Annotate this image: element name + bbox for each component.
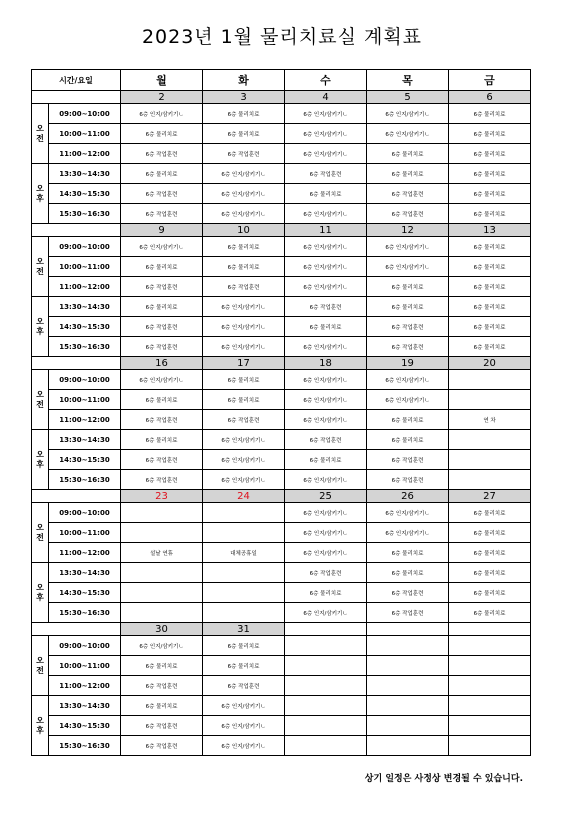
date-cell — [367, 623, 449, 636]
time-slot: 14:30~15:30 — [49, 583, 121, 603]
time-slot-row — [32, 277, 531, 297]
schedule-cell — [367, 696, 449, 716]
schedule-cell: 6층 물리치료 — [285, 450, 367, 470]
time-slot-row — [32, 470, 531, 490]
time-slot: 15:30~16:30 — [49, 736, 121, 756]
schedule-cell — [449, 390, 531, 410]
time-slot: 11:00~12:00 — [49, 410, 121, 430]
schedule-cell: 6층 작업훈련 — [121, 277, 203, 297]
schedule-cell: 6층 물리치료 — [203, 257, 285, 277]
half-day-char: 오 — [36, 522, 44, 532]
schedule-cell: 6층 인지/삼키기ㄴ — [203, 204, 285, 224]
page-title: 2023년 1월 물리치료실 계획표 — [141, 26, 423, 48]
schedule-cell — [367, 716, 449, 736]
schedule-cell: 6층 작업훈련 — [121, 716, 203, 736]
date-row — [32, 623, 531, 636]
half-day-char: 오 — [36, 389, 44, 399]
schedule-cell: 6층 작업훈련 — [203, 277, 285, 297]
half-day-char: 오 — [36, 655, 44, 665]
schedule-cell: 6층 인지/삼키기ㄴ — [367, 503, 449, 523]
schedule-cell: 6층 인지/삼키기ㄴ — [285, 543, 367, 563]
schedule-cell: 6층 작업훈련 — [285, 430, 367, 450]
schedule-cell: 6층 인지/삼키기ㄴ — [121, 237, 203, 257]
schedule-cell — [449, 450, 531, 470]
schedule-cell: 6층 인지/삼키기ㄴ — [367, 104, 449, 124]
schedule-cell — [449, 656, 531, 676]
time-slot-row — [32, 257, 531, 277]
schedule-cell — [121, 563, 203, 583]
schedule-cell: 6층 인지/삼키기ㄴ — [367, 370, 449, 390]
time-slot-row — [32, 410, 531, 430]
schedule-cell: 6층 인지/삼키기ㄴ — [285, 257, 367, 277]
half-day-char: 오 — [36, 123, 44, 133]
schedule-cell: 6층 물리치료 — [121, 656, 203, 676]
time-slot-row — [32, 390, 531, 410]
schedule-cell — [449, 470, 531, 490]
time-slot: 11:00~12:00 — [49, 543, 121, 563]
schedule-cell: 6층 물리치료 — [449, 543, 531, 563]
date-row-spacer — [32, 623, 121, 636]
schedule-cell: 6층 인지/삼키기ㄴ — [285, 390, 367, 410]
schedule-cell: 6층 인지/삼키기ㄴ — [285, 337, 367, 357]
schedule-cell — [121, 603, 203, 623]
time-day-header: 시간/요일 — [32, 70, 121, 91]
date-row-spacer — [32, 224, 121, 237]
schedule-cell — [285, 716, 367, 736]
schedule-cell: 6층 물리치료 — [203, 370, 285, 390]
schedule-cell: 6층 물리치료 — [449, 317, 531, 337]
schedule-cell: 6층 물리치료 — [121, 164, 203, 184]
schedule-cell: 6층 물리치료 — [121, 124, 203, 144]
schedule-cell: 6층 인지/삼키기ㄴ — [203, 450, 285, 470]
time-slot-row — [32, 603, 531, 623]
half-day-label — [32, 297, 49, 357]
schedule-cell: 6층 작업훈련 — [121, 317, 203, 337]
schedule-cell — [449, 430, 531, 450]
schedule-cell: 6층 작업훈련 — [367, 204, 449, 224]
half-day-char: 후 — [36, 725, 44, 735]
schedule-cell: 6층 인지/삼키기ㄴ — [285, 603, 367, 623]
schedule-cell — [449, 636, 531, 656]
schedule-cell: 6층 작업훈련 — [367, 184, 449, 204]
time-slot-row — [32, 337, 531, 357]
time-slot-row — [32, 563, 531, 583]
time-slot: 10:00~11:00 — [49, 257, 121, 277]
date-cell: 6 — [449, 91, 531, 104]
date-cell — [285, 623, 367, 636]
schedule-cell: 6층 물리치료 — [449, 257, 531, 277]
time-slot-row — [32, 523, 531, 543]
schedule-cell — [203, 523, 285, 543]
day-header: 수 — [285, 70, 367, 91]
schedule-cell: 6층 작업훈련 — [285, 297, 367, 317]
schedule-cell — [449, 676, 531, 696]
date-cell: 25 — [285, 490, 367, 503]
schedule-cell: 6층 인지/삼키기ㄴ — [285, 277, 367, 297]
half-day-label — [32, 104, 49, 164]
schedule-cell: 6층 작업훈련 — [367, 470, 449, 490]
half-day-char: 오 — [36, 316, 44, 326]
schedule-cell: 6층 물리치료 — [449, 563, 531, 583]
schedule-cell: 6층 인지/삼키기ㄴ — [203, 430, 285, 450]
schedule-cell: 6층 물리치료 — [449, 523, 531, 543]
half-day-char: 오 — [36, 582, 44, 592]
schedule-cell: 6층 작업훈련 — [203, 676, 285, 696]
date-cell: 17 — [203, 357, 285, 370]
date-cell: 2 — [121, 91, 203, 104]
schedule-cell — [449, 696, 531, 716]
half-day-label — [32, 636, 49, 696]
time-slot: 13:30~14:30 — [49, 297, 121, 317]
schedule-cell: 6층 인지/삼키기ㄴ — [285, 370, 367, 390]
time-slot: 10:00~11:00 — [49, 523, 121, 543]
schedule-cell: 6층 물리치료 — [121, 696, 203, 716]
date-cell: 24 — [203, 490, 285, 503]
schedule-cell: 6층 물리치료 — [285, 583, 367, 603]
schedule-cell: 6층 작업훈련 — [121, 144, 203, 164]
schedule-cell — [203, 603, 285, 623]
schedule-cell: 6층 인지/삼키기ㄴ — [367, 237, 449, 257]
time-slot: 09:00~10:00 — [49, 503, 121, 523]
schedule-cell: 6층 물리치료 — [449, 184, 531, 204]
schedule-cell: 6층 물리치료 — [367, 543, 449, 563]
day-header: 금 — [449, 70, 531, 91]
schedule-cell: 6층 물리치료 — [449, 144, 531, 164]
schedule-cell: 6층 작업훈련 — [121, 204, 203, 224]
time-slot-row — [32, 716, 531, 736]
half-day-label — [32, 430, 49, 490]
schedule-cell — [285, 696, 367, 716]
date-cell: 4 — [285, 91, 367, 104]
time-slot: 14:30~15:30 — [49, 184, 121, 204]
schedule-cell: 6층 물리치료 — [203, 237, 285, 257]
schedule-cell: 6층 물리치료 — [367, 277, 449, 297]
schedule-cell: 6층 물리치료 — [203, 656, 285, 676]
schedule-cell: 6층 작업훈련 — [367, 337, 449, 357]
schedule-cell: 6층 물리치료 — [203, 390, 285, 410]
time-slot-row — [32, 297, 531, 317]
time-slot: 15:30~16:30 — [49, 603, 121, 623]
schedule-cell: 6층 인지/삼키기ㄴ — [367, 124, 449, 144]
date-cell: 13 — [449, 224, 531, 237]
schedule-body — [32, 70, 531, 756]
schedule-cell: 6층 인지/삼키기ㄴ — [367, 390, 449, 410]
date-cell: 10 — [203, 224, 285, 237]
day-header: 월 — [121, 70, 203, 91]
time-slot: 15:30~16:30 — [49, 470, 121, 490]
schedule-cell: 6층 작업훈련 — [367, 450, 449, 470]
time-slot-row — [32, 543, 531, 563]
schedule-cell — [449, 736, 531, 756]
time-slot: 11:00~12:00 — [49, 144, 121, 164]
schedule-cell: 6층 물리치료 — [449, 337, 531, 357]
date-row — [32, 490, 531, 503]
schedule-cell — [121, 583, 203, 603]
schedule-cell — [367, 736, 449, 756]
schedule-cell — [203, 503, 285, 523]
schedule-cell: 6층 물리치료 — [449, 164, 531, 184]
half-day-char: 후 — [36, 193, 44, 203]
schedule-cell: 6층 작업훈련 — [121, 470, 203, 490]
schedule-cell: 연 차 — [449, 410, 531, 430]
date-cell: 23 — [121, 490, 203, 503]
schedule-cell: 6층 물리치료 — [121, 297, 203, 317]
time-slot-row — [32, 184, 531, 204]
schedule-cell: 6층 물리치료 — [449, 503, 531, 523]
half-day-char: 전 — [36, 665, 44, 675]
schedule-cell: 6층 물리치료 — [449, 603, 531, 623]
schedule-cell: 6층 물리치료 — [449, 277, 531, 297]
half-day-char: 오 — [36, 256, 44, 266]
date-cell: 16 — [121, 357, 203, 370]
time-slot: 14:30~15:30 — [49, 317, 121, 337]
time-slot-row — [32, 430, 531, 450]
schedule-cell: 6층 인지/삼키기ㄴ — [367, 523, 449, 543]
time-slot: 13:30~14:30 — [49, 430, 121, 450]
schedule-cell: 6층 작업훈련 — [121, 736, 203, 756]
time-slot: 15:30~16:30 — [49, 337, 121, 357]
half-day-char: 후 — [36, 326, 44, 336]
schedule-cell: 6층 인지/삼키기ㄴ — [203, 470, 285, 490]
schedule-cell: 6층 인지/삼키기ㄴ — [203, 696, 285, 716]
schedule-cell: 6층 작업훈련 — [121, 410, 203, 430]
schedule-cell: 6층 작업훈련 — [367, 317, 449, 337]
date-cell — [449, 623, 531, 636]
schedule-cell — [285, 656, 367, 676]
schedule-cell: 6층 인지/삼키기ㄴ — [203, 736, 285, 756]
header-row — [32, 70, 531, 91]
time-slot-row — [32, 656, 531, 676]
date-row — [32, 357, 531, 370]
date-cell: 20 — [449, 357, 531, 370]
schedule-cell — [285, 736, 367, 756]
half-day-char: 오 — [36, 183, 44, 193]
time-slot-row — [32, 237, 531, 257]
schedule-cell — [449, 370, 531, 390]
schedule-cell: 6층 물리치료 — [449, 583, 531, 603]
schedule-cell — [449, 716, 531, 736]
date-cell: 12 — [367, 224, 449, 237]
schedule-cell: 6층 인지/삼키기ㄴ — [285, 503, 367, 523]
schedule-cell: 6층 물리치료 — [449, 204, 531, 224]
schedule-cell: 6층 인지/삼키기ㄴ — [203, 164, 285, 184]
time-slot: 11:00~12:00 — [49, 277, 121, 297]
time-slot: 09:00~10:00 — [49, 636, 121, 656]
date-row — [32, 91, 531, 104]
schedule-cell: 6층 인지/삼키기ㄴ — [121, 104, 203, 124]
time-slot-row — [32, 164, 531, 184]
date-cell: 5 — [367, 91, 449, 104]
footer-note: 상기 일정은 사정상 변경될 수 있습니다. — [364, 774, 523, 784]
date-cell: 18 — [285, 357, 367, 370]
date-cell: 3 — [203, 91, 285, 104]
schedule-cell: 6층 인지/삼키기ㄴ — [285, 410, 367, 430]
schedule-cell: 6층 작업훈련 — [121, 184, 203, 204]
date-cell: 30 — [121, 623, 203, 636]
schedule-cell: 6층 물리치료 — [285, 317, 367, 337]
date-row-spacer — [32, 91, 121, 104]
schedule-cell: 6층 인지/삼키기ㄴ — [121, 370, 203, 390]
half-day-label — [32, 696, 49, 756]
schedule-cell: 6층 인지/삼키기ㄴ — [121, 636, 203, 656]
schedule-cell: 6층 인지/삼키기ㄴ — [285, 104, 367, 124]
time-slot-row — [32, 204, 531, 224]
half-day-char: 후 — [36, 592, 44, 602]
time-slot-row — [32, 696, 531, 716]
half-day-label — [32, 370, 49, 430]
half-day-char: 전 — [36, 266, 44, 276]
time-slot: 14:30~15:30 — [49, 716, 121, 736]
schedule-cell: 6층 물리치료 — [367, 144, 449, 164]
time-slot-row — [32, 450, 531, 470]
time-slot-row — [32, 676, 531, 696]
schedule-cell: 6층 작업훈련 — [203, 410, 285, 430]
half-day-char: 전 — [36, 399, 44, 409]
schedule-cell — [203, 583, 285, 603]
date-cell: 31 — [203, 623, 285, 636]
half-day-label — [32, 237, 49, 297]
schedule-cell: 6층 물리치료 — [449, 237, 531, 257]
schedule-cell: 6층 인지/삼키기ㄴ — [285, 237, 367, 257]
schedule-cell: 대체공휴일 — [203, 543, 285, 563]
schedule-table — [31, 69, 531, 756]
schedule-cell — [121, 523, 203, 543]
schedule-cell — [203, 563, 285, 583]
schedule-cell: 6층 물리치료 — [367, 410, 449, 430]
schedule-cell: 6층 인지/삼키기ㄴ — [285, 204, 367, 224]
time-slot-row — [32, 736, 531, 756]
schedule-cell — [367, 676, 449, 696]
schedule-cell: 6층 작업훈련 — [367, 583, 449, 603]
time-slot-row — [32, 317, 531, 337]
schedule-cell: 6층 물리치료 — [367, 164, 449, 184]
schedule-cell: 6층 인지/삼키기ㄴ — [285, 124, 367, 144]
half-day-char: 후 — [36, 459, 44, 469]
date-row-spacer — [32, 357, 121, 370]
schedule-cell: 6층 작업훈련 — [121, 337, 203, 357]
time-slot-row — [32, 104, 531, 124]
day-header: 목 — [367, 70, 449, 91]
schedule-cell: 6층 물리치료 — [449, 124, 531, 144]
time-slot: 11:00~12:00 — [49, 676, 121, 696]
time-slot: 13:30~14:30 — [49, 696, 121, 716]
time-slot-row — [32, 636, 531, 656]
time-slot: 09:00~10:00 — [49, 104, 121, 124]
date-cell: 9 — [121, 224, 203, 237]
schedule-cell: 6층 인지/삼키기ㄴ — [285, 470, 367, 490]
time-slot-row — [32, 124, 531, 144]
time-slot: 13:30~14:30 — [49, 563, 121, 583]
time-slot: 09:00~10:00 — [49, 237, 121, 257]
schedule-cell: 6층 물리치료 — [203, 636, 285, 656]
schedule-cell: 6층 작업훈련 — [121, 676, 203, 696]
time-slot: 10:00~11:00 — [49, 390, 121, 410]
schedule-cell: 6층 인지/삼키기ㄴ — [203, 716, 285, 736]
schedule-cell — [121, 503, 203, 523]
schedule-cell: 6층 작업훈련 — [121, 450, 203, 470]
date-cell: 19 — [367, 357, 449, 370]
schedule-cell: 6층 물리치료 — [121, 430, 203, 450]
schedule-cell: 6층 물리치료 — [449, 104, 531, 124]
day-header: 화 — [203, 70, 285, 91]
time-slot: 10:00~11:00 — [49, 124, 121, 144]
half-day-label — [32, 563, 49, 623]
schedule-cell — [285, 676, 367, 696]
schedule-cell: 6층 작업훈련 — [285, 164, 367, 184]
time-slot: 15:30~16:30 — [49, 204, 121, 224]
schedule-cell: 6층 작업훈련 — [367, 603, 449, 623]
date-cell: 11 — [285, 224, 367, 237]
schedule-cell: 6층 물리치료 — [285, 184, 367, 204]
half-day-label — [32, 503, 49, 563]
date-row — [32, 224, 531, 237]
schedule-cell: 6층 인지/삼키기ㄴ — [285, 144, 367, 164]
time-slot-row — [32, 144, 531, 164]
schedule-cell: 6층 인지/삼키기ㄴ — [203, 297, 285, 317]
date-cell: 27 — [449, 490, 531, 503]
half-day-label — [32, 164, 49, 224]
schedule-cell: 6층 인지/삼키기ㄴ — [203, 337, 285, 357]
time-slot-row — [32, 503, 531, 523]
date-cell: 26 — [367, 490, 449, 503]
schedule-cell: 6층 물리치료 — [367, 563, 449, 583]
schedule-cell: 6층 작업훈련 — [285, 563, 367, 583]
schedule-cell: 6층 물리치료 — [367, 297, 449, 317]
schedule-cell — [367, 636, 449, 656]
schedule-cell — [367, 656, 449, 676]
schedule-cell: 6층 물리치료 — [367, 430, 449, 450]
schedule-cell: 6층 물리치료 — [121, 390, 203, 410]
schedule-cell: 6층 물리치료 — [203, 124, 285, 144]
time-slot: 09:00~10:00 — [49, 370, 121, 390]
schedule-cell: 6층 물리치료 — [121, 257, 203, 277]
half-day-char: 오 — [36, 715, 44, 725]
schedule-cell: 6층 인지/삼키기ㄴ — [367, 257, 449, 277]
time-slot: 14:30~15:30 — [49, 450, 121, 470]
half-day-char: 오 — [36, 449, 44, 459]
schedule-cell: 설날 연휴 — [121, 543, 203, 563]
schedule-cell: 6층 작업훈련 — [203, 144, 285, 164]
time-slot: 13:30~14:30 — [49, 164, 121, 184]
half-day-char: 전 — [36, 532, 44, 542]
schedule-cell: 6층 인지/삼키기ㄴ — [285, 523, 367, 543]
schedule-cell: 6층 물리치료 — [449, 297, 531, 317]
time-slot-row — [32, 583, 531, 603]
date-row-spacer — [32, 490, 121, 503]
schedule-cell: 6층 물리치료 — [203, 104, 285, 124]
half-day-char: 전 — [36, 133, 44, 143]
schedule-cell — [285, 636, 367, 656]
schedule-cell: 6층 인지/삼키기ㄴ — [203, 184, 285, 204]
time-slot: 10:00~11:00 — [49, 656, 121, 676]
time-slot-row — [32, 370, 531, 390]
schedule-cell: 6층 인지/삼키기ㄴ — [203, 317, 285, 337]
